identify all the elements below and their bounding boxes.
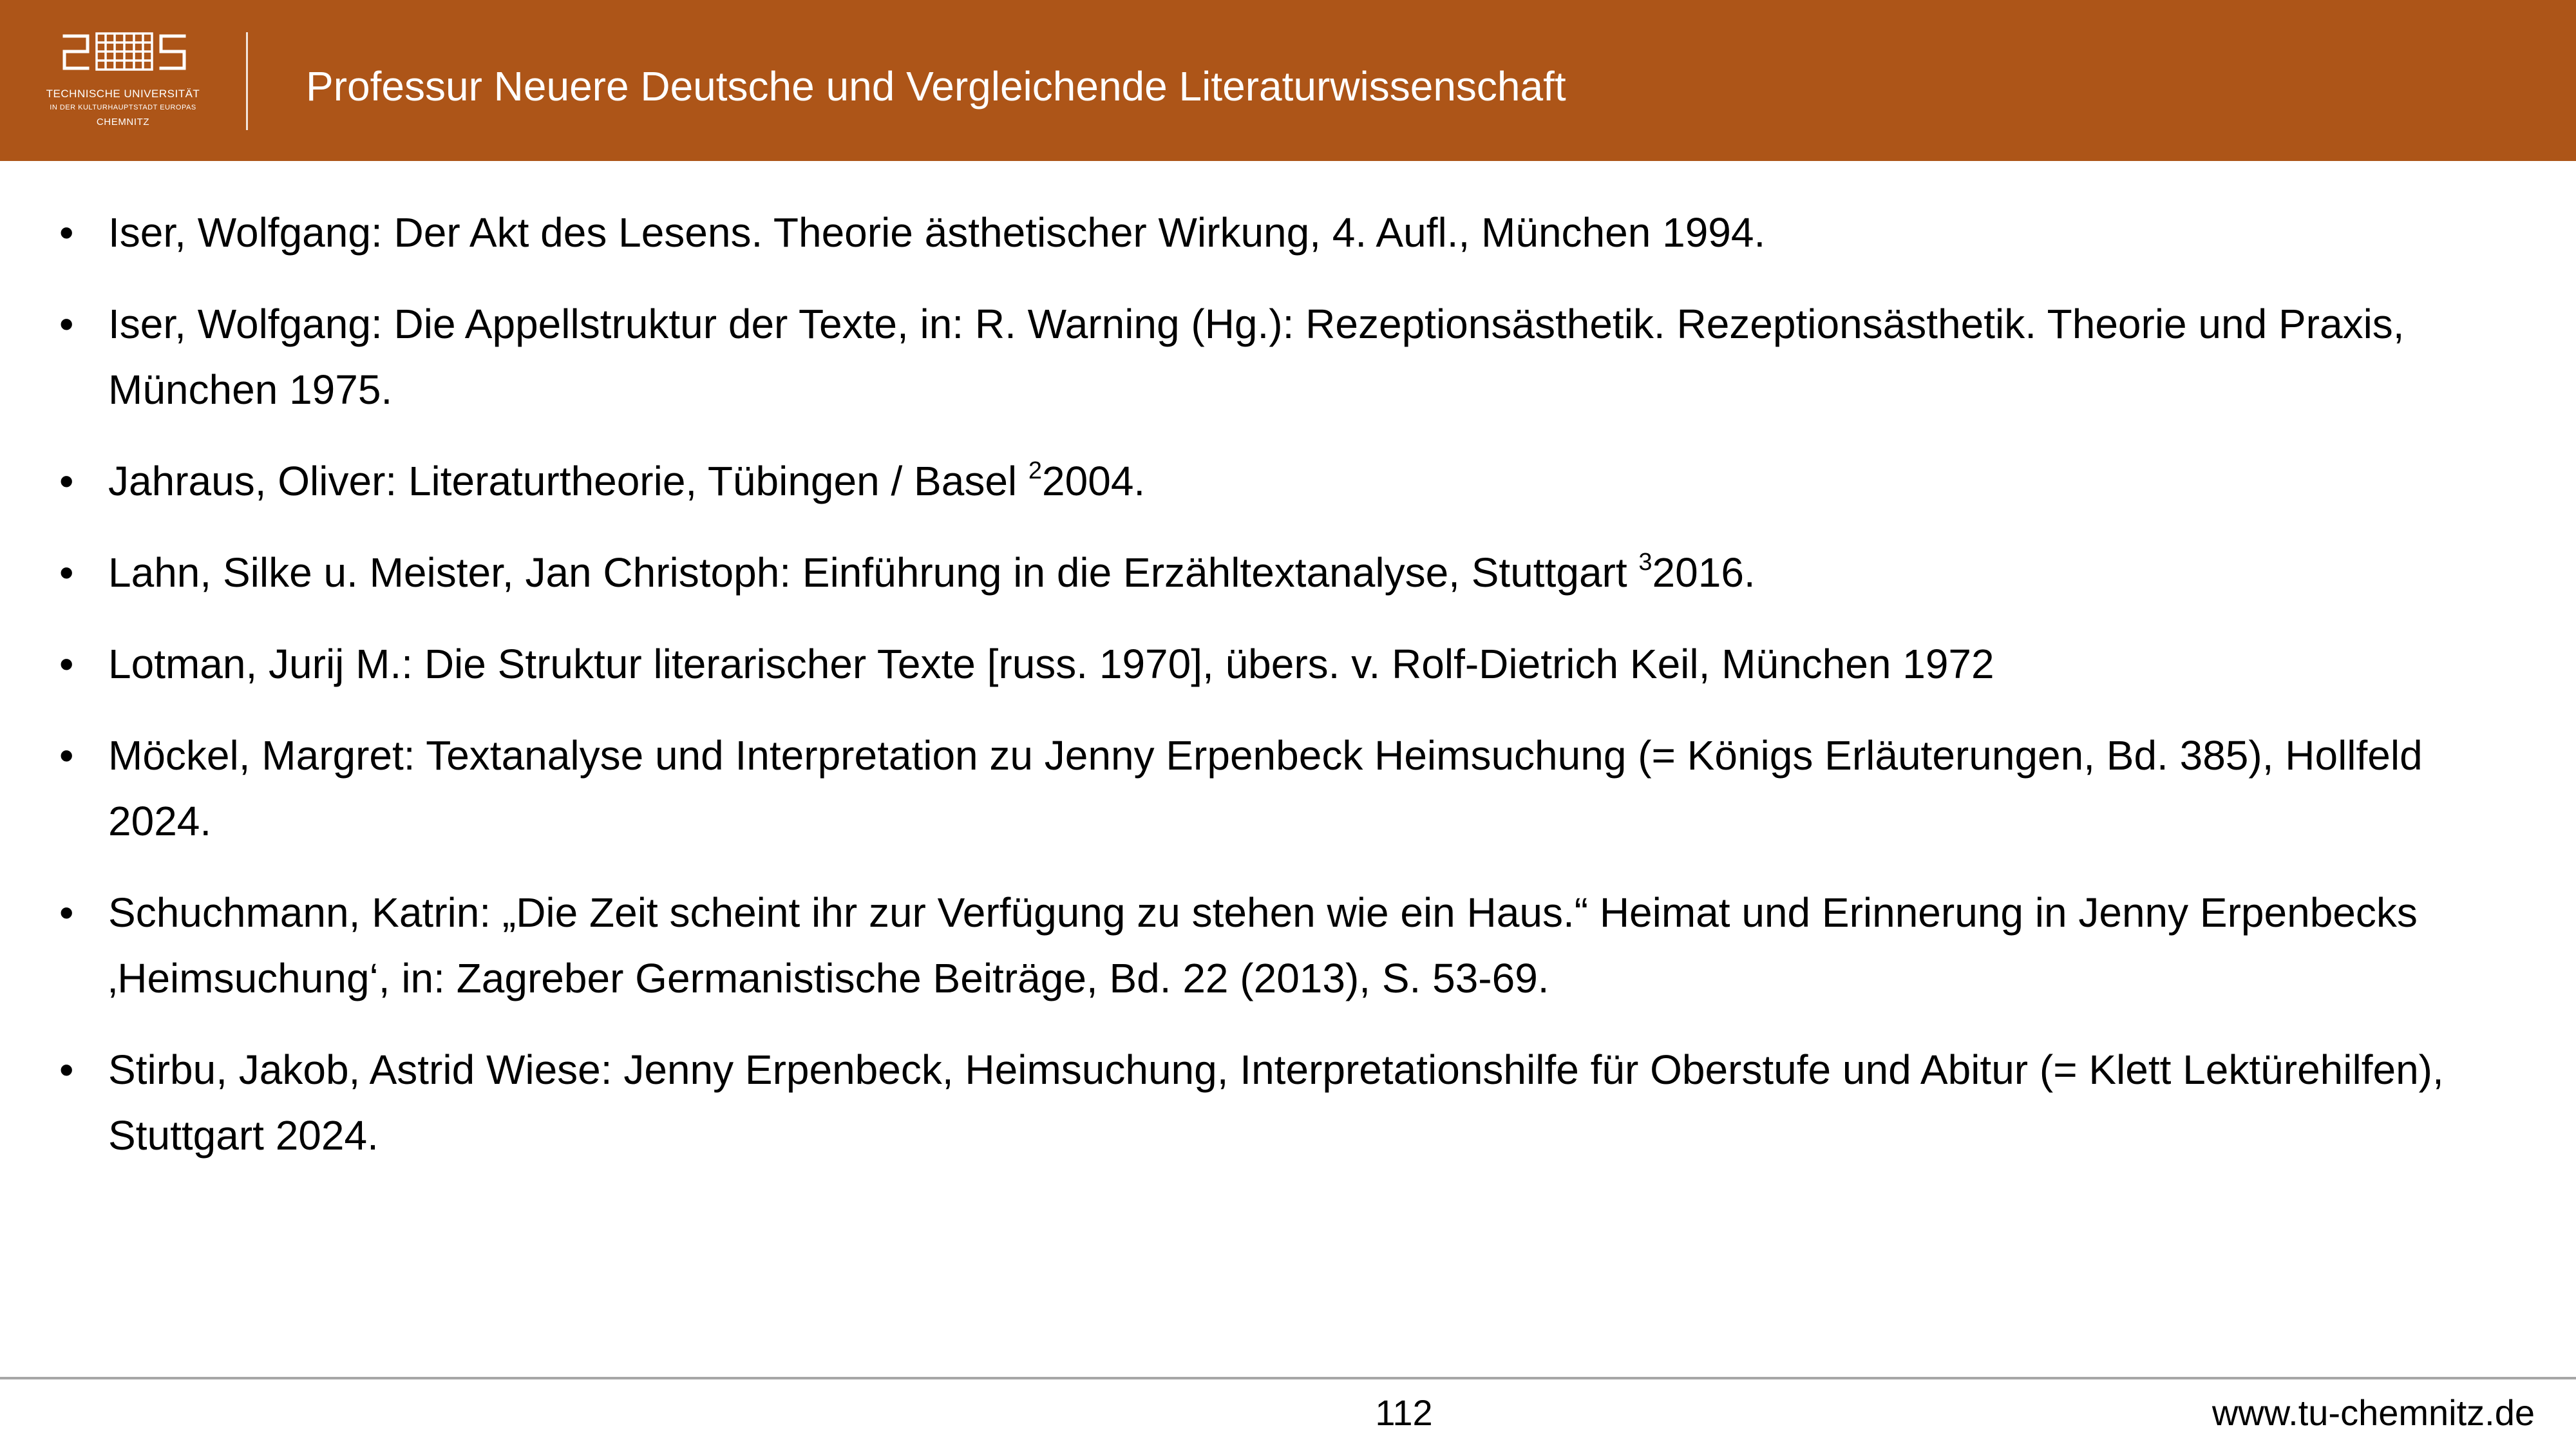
footer-divider — [0, 1377, 2576, 1379]
bullet-icon: • — [59, 301, 74, 347]
reference-year: 2016. — [1652, 549, 1756, 596]
bullet-icon: • — [59, 1046, 74, 1093]
reference-text: Jahraus, Oliver: Literaturtheorie, Tübingen / Basel — [108, 458, 1028, 504]
bullet-icon: • — [59, 458, 74, 504]
header-bar — [0, 0, 2576, 161]
bullet-icon: • — [59, 209, 74, 256]
reference-text: Lahn, Silke u. Meister, Jan Christoph: Einführung in die Erzähltextanalyse, Stuttgart — [108, 549, 1639, 596]
reference-text: Stirbu, Jakob, Astrid Wiese: Jenny Erpenbeck, Heimsuchung, Interpretationshilfe für Oberstufe und Abitur (= Klett Lektürehilfen), Stuttgart 2024. — [108, 1046, 2444, 1159]
edition-superscript: 3 — [1638, 549, 1653, 576]
header-divider — [246, 32, 248, 130]
reference-year: 2004. — [1042, 458, 1146, 504]
reference-item — [0, 540, 2576, 605]
reference-text: Lotman, Jurij M.: Die Struktur literarischer Texte [russ. 1970], übers. v. Rolf-Dietrich Keil, München 1972 — [108, 641, 1994, 687]
bullet-icon: • — [59, 889, 74, 936]
university-logo — [36, 28, 210, 138]
reference-item — [0, 1037, 2576, 1168]
bullet-icon: • — [59, 641, 74, 687]
reference-list — [0, 200, 2576, 1194]
reference-item — [0, 880, 2576, 1011]
logo-text-line3: CHEMNITZ — [96, 117, 150, 128]
page-number: 112 — [1375, 1392, 1433, 1433]
bullet-icon: • — [59, 549, 74, 596]
reference-item — [0, 631, 2576, 697]
university-logo-mark-icon — [62, 28, 188, 75]
reference-text: Iser, Wolfgang: Die Appellstruktur der Texte, in: R. Warning (Hg.): Rezeptionsästhetik. Rezeptionsästhetik. Theorie und Praxis, München 1975. — [108, 301, 2405, 413]
logo-text-line2: IN DER KULTURHAUPTSTADT EUROPAS — [50, 104, 196, 111]
reference-item — [0, 448, 2576, 514]
edition-superscript: 2 — [1028, 457, 1043, 484]
bullet-icon: • — [59, 732, 74, 779]
reference-text: Schuchmann, Katrin: „Die Zeit scheint ihr zur Verfügung zu stehen wie ein Haus.“ Heimat und Erinnerung in Jenny Erpenbecks ‚Heimsuchung‘, in: Zagreber Germanistische Beiträge, Bd. 22 (2013), S. 53-69. — [108, 889, 2418, 1001]
logo-text-line1: TECHNISCHE UNIVERSITÄT — [46, 88, 200, 100]
reference-text: Möckel, Margret: Textanalyse und Interpretation zu Jenny Erpenbeck Heimsuchung (= Königs Erläuterungen, Bd. 385), Hollfeld 2024. — [108, 732, 2423, 844]
reference-item — [0, 723, 2576, 854]
reference-text: Iser, Wolfgang: Der Akt des Lesens. Theorie ästhetischer Wirkung, 4. Aufl., München 1994. — [108, 209, 1766, 256]
reference-item — [0, 200, 2576, 265]
reference-item — [0, 291, 2576, 422]
header-title: Professur Neuere Deutsche und Vergleichende Literaturwissenschaft — [306, 63, 1566, 109]
website-link[interactable]: www.tu-chemnitz.de — [2211, 1392, 2535, 1433]
